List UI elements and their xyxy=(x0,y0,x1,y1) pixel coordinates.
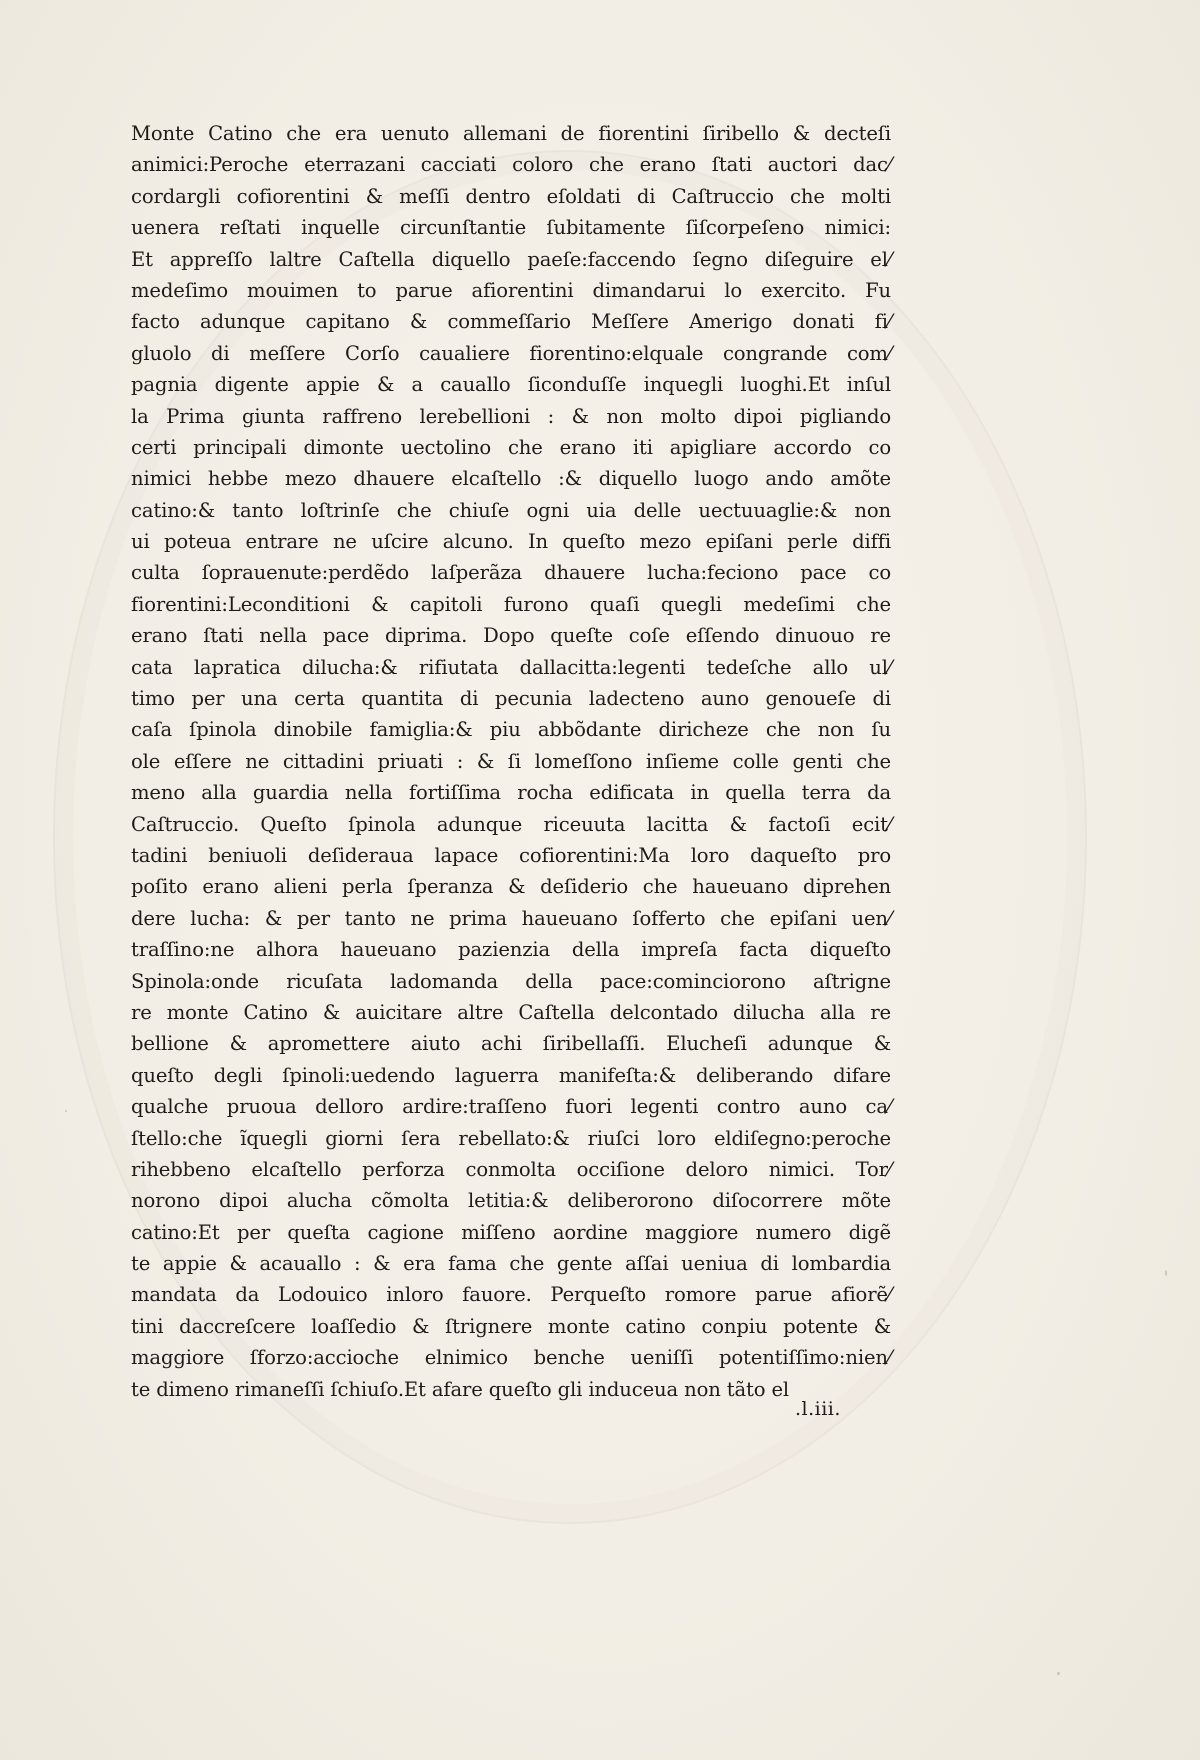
text-line: medeſimo mouimen to parue afiorentini dimandarui lo exercito. Fu xyxy=(131,278,891,302)
text-line: dere lucha: & per tanto ne prima haueuano ſofferto che epiſani uen⁄ xyxy=(131,906,891,930)
text-line: gluolo di meſſere Corſo caualiere fiorentino:elquale congrande com⁄ xyxy=(131,341,891,365)
text-line: queſto degli ſpinoli:uedendo laguerra manifeſta:& deliberando difare xyxy=(131,1063,891,1087)
text-line: uenera reſtati inquelle circunſtantie ſubitamente ſiſcorpeſeno nimici: xyxy=(131,216,891,240)
text-line: la Prima giunta raffreno lerebellioni : & non molto dipoi pigliando xyxy=(131,404,891,428)
text-line: traſſino:ne alhora haueuano pazienzia della impreſa facta diqueſto xyxy=(131,938,891,962)
text-line: Et appreſſo laltre Caſtella diquello paeſe:faccendo ſegno diſeguire el⁄ xyxy=(131,247,891,271)
text-line: qualche pruoua delloro ardire:traſſeno fuori legenti contro auno ca⁄ xyxy=(131,1095,891,1119)
text-line: te dimeno rimaneſſi ſchiuſo.Et afare queſto gli induceua non tãto el xyxy=(131,1377,790,1401)
text-line: norono dipoi alucha cõmolta letitia:& deliberorono diſocorrere mõte xyxy=(131,1189,891,1213)
text-line: caſa ſpinola dinobile famiglia:& piu abbõdante diricheze che non ſu xyxy=(131,718,891,742)
text-line: ole eſſere ne cittadini priuati : & ſi lomeſſono inſieme colle genti che xyxy=(131,749,891,773)
paper-speck xyxy=(65,1110,67,1112)
main-text-block xyxy=(131,118,891,1405)
text-line: cordargli cofiorentini & meſſi dentro eſoldati di Caſtruccio che molti xyxy=(131,184,891,208)
text-line: certi principali dimonte uectolino che erano iti apigliare accordo co xyxy=(131,435,891,459)
text-line: te appie & acauallo : & era fama che gente aſſai ueniua di lombardia xyxy=(131,1252,891,1276)
text-line: tini daccreſcere loaſſedio & ſtrignere monte catino conpiu potente & xyxy=(131,1314,891,1338)
text-line: rihebbeno elcaſtello perforza conmolta occiſione deloro nimici. Tor⁄ xyxy=(131,1157,891,1181)
paper-speck xyxy=(1057,1672,1060,1675)
text-line: cata lapratica dilucha:& rifiutata dallacitta:legenti tedeſche allo ul⁄ xyxy=(131,655,891,679)
text-line: animici:Peroche eterrazani cacciati coloro che erano ſtati auctori dac⁄ xyxy=(131,153,891,177)
text-line: catino:Et per queſta cagione miſſeno aordine maggiore numero digẽ xyxy=(131,1220,891,1244)
text-line: mandata da Lodouico inloro fauore. Perqueſto romore parue afiorẽ⁄ xyxy=(131,1283,891,1307)
paper-speck xyxy=(1165,1270,1167,1276)
text-line: ui poteua entrare ne uſcire alcuno. In queſto mezo epiſani perle diffi xyxy=(131,530,891,554)
text-line: Monte Catino che era uenuto allemani de fiorentini ſiribello & decteſi xyxy=(131,122,891,145)
text-line: Spinola:onde ricuſata ladomanda della pace:cominciorono aſtrigne xyxy=(131,969,891,993)
text-line: nimici hebbe mezo dhauere elcaſtello :& diquello luogo ando amõte xyxy=(131,467,891,491)
text-line: erano ſtati nella pace diprima. Dopo queſte coſe eſſendo dinuouo re xyxy=(131,624,891,648)
text-line: poſito erano alieni perla ſperanza & deſiderio che haueuano diprehen xyxy=(131,875,891,899)
text-line: Caſtruccio. Queſto ſpinola adunque riceuuta lacitta & factoſi ecit⁄ xyxy=(131,812,891,836)
signature-mark: .l.iii. xyxy=(795,1398,841,1420)
text-line: pagnia digente appie & a cauallo ſiconduſſe inquegli luoghi.Et inſul xyxy=(131,373,891,397)
text-line: timo per una certa quantita di pecunia ladecteno auno genoueſe di xyxy=(131,687,891,711)
text-line: facto adunque capitano & commeſſario Meſſere Amerigo donati fi⁄ xyxy=(131,310,891,334)
text-line: ſtello:che ĩquegli giorni ſera rebellato:& riuſci loro eldiſegno:peroche xyxy=(131,1126,891,1150)
text-line: fiorentini:Leconditioni & capitoli furono quaſi quegli medeſimi che xyxy=(131,592,891,616)
text-line: re monte Catino & auicitare altre Caſtella delcontado dilucha alla re xyxy=(131,1000,891,1024)
text-line: bellione & apromettere aiuto achi ſiribellaſſi. Elucheſi adunque & xyxy=(131,1032,891,1056)
text-line: culta ſoprauenute:perdẽdo laſperãza dhauere lucha:feciono pace co xyxy=(131,561,891,585)
text-line: meno alla guardia nella fortiſſima rocha edificata in quella terra da xyxy=(131,781,891,805)
text-line: tadini beniuoli deſideraua lapace cofiorentini:Ma loro daqueſto pro xyxy=(131,843,891,867)
text-line: catino:& tanto loſtrinſe che chiuſe ogni uia delle uectuuaglie:& non xyxy=(131,498,891,522)
text-line: maggiore ſforzo:accioche elnimico benche ueniſſi potentiſſimo:nien⁄ xyxy=(131,1346,891,1370)
